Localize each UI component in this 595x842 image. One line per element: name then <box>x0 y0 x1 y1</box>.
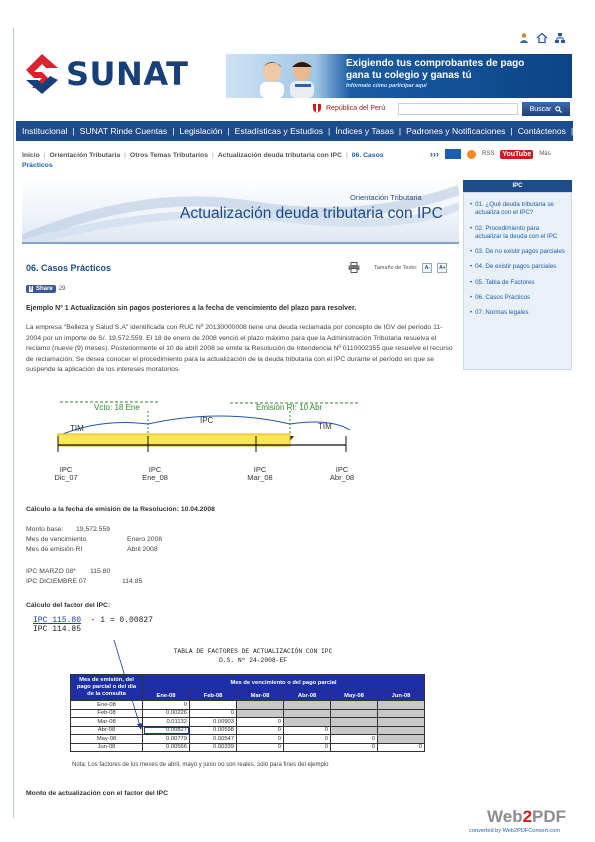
brand-pdf: PDF <box>532 807 567 826</box>
top-utility-icons <box>518 32 566 44</box>
mes-emision-label: Mes de emisión RI <box>26 546 83 553</box>
monto-base-value: 19,572.559 <box>76 526 111 533</box>
main-nav <box>16 121 573 141</box>
rss-icon[interactable] <box>467 150 476 159</box>
table-cell: 0.00226 <box>143 709 190 718</box>
nav-separator: | <box>72 126 75 136</box>
sidebar-item-02[interactable] <box>470 225 565 242</box>
table-cell <box>190 701 237 710</box>
table-cell: 0 <box>143 701 190 710</box>
nav-separator: | <box>510 126 513 136</box>
decrease-text-button[interactable]: A- <box>422 263 432 273</box>
facebook-icon: f <box>30 286 32 292</box>
nav-separator: | <box>328 126 331 136</box>
table-cell <box>331 718 378 727</box>
emision-label: Emisión RI: 10 Abr <box>256 403 323 412</box>
mes-venc-label: Mes de vencimiento <box>26 536 87 543</box>
col-header: Ene-08 <box>143 692 190 701</box>
table-cell: 0.00547 <box>190 735 237 744</box>
promo-banner[interactable] <box>226 54 572 98</box>
table-cell: 0.00339 <box>190 743 237 752</box>
formula-result: - 1 = 0.00827 <box>90 616 154 625</box>
sidebar-item-label: 07. Normas legales <box>475 309 529 317</box>
sidebar-item-label: 03. De no existir pagos parciales <box>475 248 565 256</box>
formula-denominator: IPC 114.85 <box>33 625 82 634</box>
tick-label: IPC <box>335 465 349 474</box>
brand-two: 2 <box>522 807 533 826</box>
factor-table-title-1: TABLA DE FACTORES DE ACTUALIZACIÓN CON IPC <box>173 648 333 655</box>
tick-label: Mar_08 <box>247 473 273 482</box>
tick-label: Dic_07 <box>54 473 78 482</box>
rss-label[interactable]: RSS <box>482 151 495 157</box>
sidebar-item-label: 01. ¿Qué deuda tributaria se actualiza con el IPC? <box>475 201 554 217</box>
table-cell <box>284 709 331 718</box>
tick-label: IPC <box>59 465 73 474</box>
bullet-icon: • <box>470 310 473 317</box>
bullet-icon: • <box>470 264 473 271</box>
table-cell <box>378 718 425 727</box>
nav-item-indices[interactable]: Índices y Tasas <box>335 126 394 136</box>
table-cell: 0.00903 <box>190 718 237 727</box>
factor-formula <box>33 616 153 634</box>
tim-label-right: TIM <box>318 422 332 431</box>
blue-square-icon[interactable] <box>445 149 461 159</box>
tim-label-left: TIM <box>70 424 84 433</box>
sidebar-item-04[interactable] <box>470 263 565 271</box>
table-row <box>71 701 425 710</box>
table-cell <box>378 726 425 735</box>
converted-by-link[interactable]: converted by Web2PDFConvert.com <box>469 828 561 834</box>
mes-emision-value: Abril 2008 <box>127 546 158 553</box>
table-cell: 0 <box>237 743 284 752</box>
sidebar-item-07[interactable] <box>470 309 565 317</box>
nav-item-rinde-cuentas[interactable]: SUNAT Rinde Cuentas <box>79 126 168 136</box>
formula-numerator: IPC 115.80 <box>33 616 82 625</box>
ipc-arc <box>148 416 290 424</box>
monto-heading: Monto de actualización con el factor del IPC <box>26 790 169 797</box>
highlighted-factor-cell: 0.00827 <box>143 726 190 735</box>
nav-item-padrones[interactable]: Padrones y Notificaciones <box>406 126 506 136</box>
breadcrumb-item[interactable]: Orientación Tributaria <box>49 152 121 159</box>
table-row <box>71 718 425 727</box>
banner-line-2: gana tu colegio y ganas tú <box>346 70 472 81</box>
col-header: Feb-08 <box>190 692 237 701</box>
brand-web: Web <box>487 807 523 826</box>
section-title: Actualización deuda tributaria con IPC <box>180 205 443 222</box>
bullet-icon: • <box>470 295 473 302</box>
bullet-icon: • <box>470 279 473 286</box>
sidebar-item-label: 04. De existir pagos parciales <box>475 263 557 271</box>
nav-separator: | <box>227 126 230 136</box>
bullet-icon: • <box>470 202 473 208</box>
text-size-label: Tamaño de Texto: <box>374 264 418 271</box>
sidebar-item-03[interactable] <box>470 248 565 256</box>
more-arrows[interactable]: ››› <box>430 149 439 159</box>
more-social-link[interactable]: Más <box>539 151 551 157</box>
calc-heading: Cálculo a la fecha de emisión de la Resolución: 10.04.2008 <box>26 506 215 513</box>
print-icon[interactable] <box>348 262 360 273</box>
ipc-period-bar <box>58 434 290 446</box>
nav-item-legislacion[interactable]: Legislación <box>179 126 223 136</box>
mes-venc-value: Enero 2008 <box>127 536 163 543</box>
ipc-marzo-label: IPC MARZO 08* <box>26 568 76 575</box>
table-cell <box>378 735 425 744</box>
row-label: Feb-08 <box>71 709 143 718</box>
col-header: Jun-08 <box>378 692 425 701</box>
ipc-dic-label: IPC DICIEMBRE 07 <box>26 578 87 585</box>
sunat-logo-mark <box>24 52 60 96</box>
banner-line-3: Infórmate cómo participar aquí <box>346 83 427 89</box>
youtube-link[interactable]: YouTube <box>502 150 532 158</box>
bullet-icon: • <box>470 225 473 232</box>
share-count: 29 <box>58 286 66 292</box>
breadcrumb-item[interactable]: Actualización deuda tributaria con IPC <box>217 152 343 159</box>
factor-heading: Cálculo del factor del IPC: <box>26 602 111 609</box>
table-cell: 0 <box>331 735 378 744</box>
table-cell: 0.00566 <box>143 743 190 752</box>
row-label: Jun-08 <box>71 743 143 752</box>
ipc-marzo-value: 115.80 <box>90 568 111 575</box>
table-cell: 0 <box>237 726 284 735</box>
table-row <box>71 735 425 744</box>
table-cell: 0 <box>237 735 284 744</box>
page-left-border <box>13 28 14 818</box>
monto-base-label: Monto base: <box>26 526 64 533</box>
facebook-share-button[interactable] <box>26 285 56 293</box>
search-icon <box>555 106 562 113</box>
sidebar-item-label: 05. Tabla de Factores <box>475 278 535 286</box>
nav-item-estadisticas[interactable]: Estadísticas y Estudios <box>234 126 324 136</box>
text-tools <box>348 262 447 273</box>
logo-text: SUNAT <box>66 55 189 93</box>
table-cell: 0 <box>378 743 425 752</box>
factor-table <box>70 674 425 752</box>
nav-separator: | <box>398 126 402 136</box>
table-row <box>71 709 425 718</box>
sidebar <box>463 192 572 370</box>
search-button[interactable] <box>522 102 570 116</box>
sidebar-item-label: 02. Procedimiento para actualizar la deuda con el IPC <box>475 224 558 240</box>
factor-table-title-2: D.S. Nº 24-2008-EF <box>218 657 288 664</box>
row-label: Ene-08 <box>71 701 143 710</box>
table-cell: 0 <box>284 726 331 735</box>
table-corner-header: Mes de emisión, del pago parcial o del día de la consulta <box>71 675 143 701</box>
breadcrumb-item[interactable]: Inicio <box>22 152 40 159</box>
nav-item-contactenos[interactable]: Contáctenos <box>517 126 566 136</box>
sidebar-title: IPC <box>463 180 572 192</box>
tick-label: Abr_08 <box>329 473 355 482</box>
web2pdf-logo[interactable] <box>469 807 567 834</box>
table-cell <box>284 701 331 710</box>
row-label: Abr-08 <box>71 726 143 735</box>
sidebar-item-05[interactable] <box>470 279 565 287</box>
table-cell <box>331 701 378 710</box>
section-kicker: Orientación Tributaria <box>350 193 422 202</box>
republica-text: República del Perú <box>326 104 386 112</box>
table-cell: 0.00598 <box>190 726 237 735</box>
row-label: Mar-08 <box>71 718 143 727</box>
banner-line-1: Exigiendo tus comprobantes de pago <box>346 58 525 69</box>
example-title: Ejemplo Nº 1 Actualización sin pagos posteriores a la fecha de vencimiento del plazo para resolver. <box>26 305 357 312</box>
share-label: Share <box>36 286 53 292</box>
peru-shield-icon <box>312 103 322 113</box>
breadcrumb-separator: | <box>124 152 126 159</box>
table-cell: 0 <box>284 743 331 752</box>
bullet-icon: • <box>470 249 473 256</box>
table-cell: 0 <box>237 718 284 727</box>
table-note: Nota: Los factores de los meses de abril, mayo y junio no son reales, sólo para fines del ejemplo <box>72 762 329 768</box>
sunat-logo[interactable] <box>24 48 204 100</box>
tick-label: Ene_08 <box>142 473 168 482</box>
breadcrumb-separator: | <box>211 152 214 159</box>
nav-separator: | <box>570 126 574 136</box>
ipc-dic-value: 114.85 <box>122 578 143 585</box>
tick-label: IPC <box>253 465 267 474</box>
social-links <box>430 149 551 159</box>
people-icon[interactable] <box>518 32 530 44</box>
search-button-label: Buscar <box>529 105 552 113</box>
table-cell: 0 <box>331 743 378 752</box>
sidebar-item-06[interactable] <box>470 294 565 302</box>
col-header: Mar-08 <box>237 692 284 701</box>
breadcrumb-item[interactable]: Otros Temas Tributarios <box>129 152 208 159</box>
table-cell <box>378 709 425 718</box>
sidebar-item-label: 06. Casos Prácticos <box>475 294 531 302</box>
table-cell <box>331 726 378 735</box>
row-label: May-08 <box>71 735 143 744</box>
breadcrumb-separator: | <box>43 152 46 159</box>
breadcrumb-separator: | <box>346 152 348 159</box>
table-cell <box>284 718 331 727</box>
table-cell <box>378 701 425 710</box>
vcto-label: Vcto: 18 Ene <box>94 403 140 412</box>
students-illustration <box>240 58 330 98</box>
case-paragraph: La empresa "Belleza y Salud S.A" identificada con RUC Nº 20130000008 tiene una deuda reclamada por concepto de IGV del período 11-2004 por un importe de S/. 19,572.559. El 18 de enero de 2008 venció el plazo máximo para que la Administración Tributaria resuelva el reclamo (nueve (9) meses). Posteriormente el 10 de abril 2008 se emite la Resolución de Intendencia Nº 0110002355 que resuelve el recurso de reclamación. Se desea conocer el procedimiento para la actualización de la deuda tributaria con el IPC durante el período en que se suspende la aplicación de los intereses moratorios. <box>26 324 453 374</box>
col-header: Abr-08 <box>284 692 331 701</box>
share-widget <box>26 285 65 293</box>
timeline-diagram <box>50 396 390 488</box>
nav-separator: | <box>172 126 175 136</box>
sitemap-icon[interactable] <box>554 32 566 44</box>
table-cell: 0.01132 <box>143 718 190 727</box>
table-cell: 0 <box>190 709 237 718</box>
page-title: 06. Casos Prácticos <box>26 263 112 273</box>
increase-text-button[interactable]: A+ <box>439 264 446 271</box>
factor-table-title <box>138 647 368 665</box>
table-row <box>71 743 425 752</box>
home-icon[interactable] <box>536 32 548 44</box>
table-cell: 0 <box>284 735 331 744</box>
table-row <box>71 726 425 735</box>
sidebar-item-01[interactable] <box>470 201 565 218</box>
section-banner <box>22 176 459 244</box>
table-group-header: Mes de vencimiento o del pago parcial <box>143 675 425 692</box>
ipc-label: IPC <box>200 416 214 425</box>
republica-label <box>312 103 385 113</box>
breadcrumb <box>22 151 402 171</box>
tick-label: IPC <box>148 465 162 474</box>
table-cell: 0.00779 <box>143 735 190 744</box>
search-input[interactable] <box>398 103 518 115</box>
table-cell <box>237 709 284 718</box>
breadcrumb-current: 06. Casos Prácticos <box>22 152 384 169</box>
table-cell <box>237 701 284 710</box>
table-cell <box>331 709 378 718</box>
nav-item-institucional[interactable]: Institucional <box>22 126 68 136</box>
col-header: May-08 <box>331 692 378 701</box>
